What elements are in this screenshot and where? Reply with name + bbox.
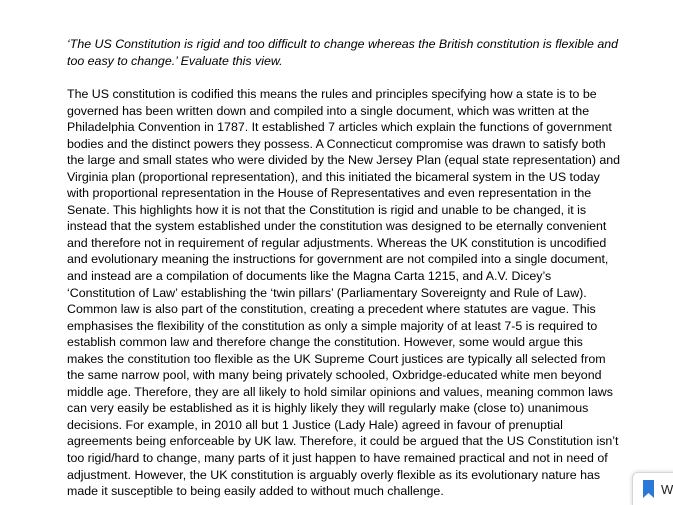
essay-line: middle age. Therefore, they are all likely to hold similar opinions and values, meaning common laws — [67, 384, 613, 399]
widget-label: W — [661, 481, 673, 497]
essay-line: and therefore not in requirement of regular adjustments. Whereas the UK constitution is uncodified — [67, 235, 607, 250]
essay-line: governed has been written down and compiled into a single document, which was written at the — [67, 103, 590, 118]
essay-question — [67, 36, 637, 69]
essay-line: can very easily be established as it is highly likely they will regularly make (close to) unanimous — [67, 401, 589, 416]
essay-body — [67, 86, 637, 500]
bookmark-icon — [643, 480, 654, 498]
essay-line: made it susceptible to being easily added to without much challenge. — [67, 484, 444, 499]
essay-line: too rigid/hard to change, many parts of it just happen to have remained practical and not in need of — [67, 451, 608, 466]
essay-line: The US constitution is codified this means the rules and principles specifying how a state is to be — [67, 87, 597, 101]
essay-line: adjustment. However, the UK constitution is arguably overly flexible as its evolutionary nature has — [67, 467, 601, 482]
essay-line: and instead are a compilation of documents like the Magna Carta 1215, and A.V. Dicey’s — [67, 269, 552, 284]
essay-line: the large and small states who were divided by the New Jersey Plan (equal state representation) and — [67, 153, 621, 168]
essay-line: Senate. This highlights how it is not that the Constitution is rigid and unable to be changed, it is — [67, 202, 587, 217]
essay-line: decisions. For example, in 2010 all but 1 Justice (Lady Hale) agreed in favour of prenuptial — [67, 417, 563, 432]
essay-line: the same narrow pool, with many being privately schooled, Oxbridge-educated white men beyond — [67, 368, 602, 383]
question-line: too easy to change.’ Evaluate this view. — [67, 53, 283, 68]
essay-line: Philadelphia Convention in 1787. It established 7 articles which explain the functions of government — [67, 120, 612, 135]
essay-line: instead that the system established under the constitution was designed to be eternally convenient — [67, 219, 607, 234]
essay-line: agreements being enforceable by UK law. Therefore, it could be argued that the US Constitution isn’t — [67, 434, 619, 449]
essay-line: ‘Constitution of Law’ establishing the ‘twin pillars’ (Parliamentary Sovereignty and Rule of Law). — [67, 285, 587, 300]
essay-line: with proportional representation in the House of Representatives and even representation in the — [67, 186, 592, 201]
essay-line: emphasises the flexibility of the constitution as only a simple majority of at least 7-5 is required to — [67, 318, 598, 333]
essay-line: Virginia plan (proportional representation), and this initiated the bicameral system in the US today — [67, 169, 600, 184]
essay-line: makes the constitution too flexible as the UK Supreme Court justices are typically all selected from — [67, 351, 606, 366]
essay-line: establish common law and therefore change the constitution. However, some would argue this — [67, 335, 583, 350]
essay-line: and evolutionary meaning the instructions for government are not compiled into a single document, — [67, 252, 609, 267]
bookmark-icon-shape — [643, 480, 654, 498]
question-line: ‘The US Constitution is rigid and too difficult to change whereas the British constitution is flexible and — [67, 37, 618, 51]
save-widget-button[interactable] — [632, 472, 673, 505]
essay-line: Common law is also part of the constitution, creating a precedent where statutes are vague. This — [67, 302, 596, 317]
essay-line: bodies and the distinct powers they possess. A Connecticut compromise was drawn to satisfy both — [67, 136, 606, 151]
